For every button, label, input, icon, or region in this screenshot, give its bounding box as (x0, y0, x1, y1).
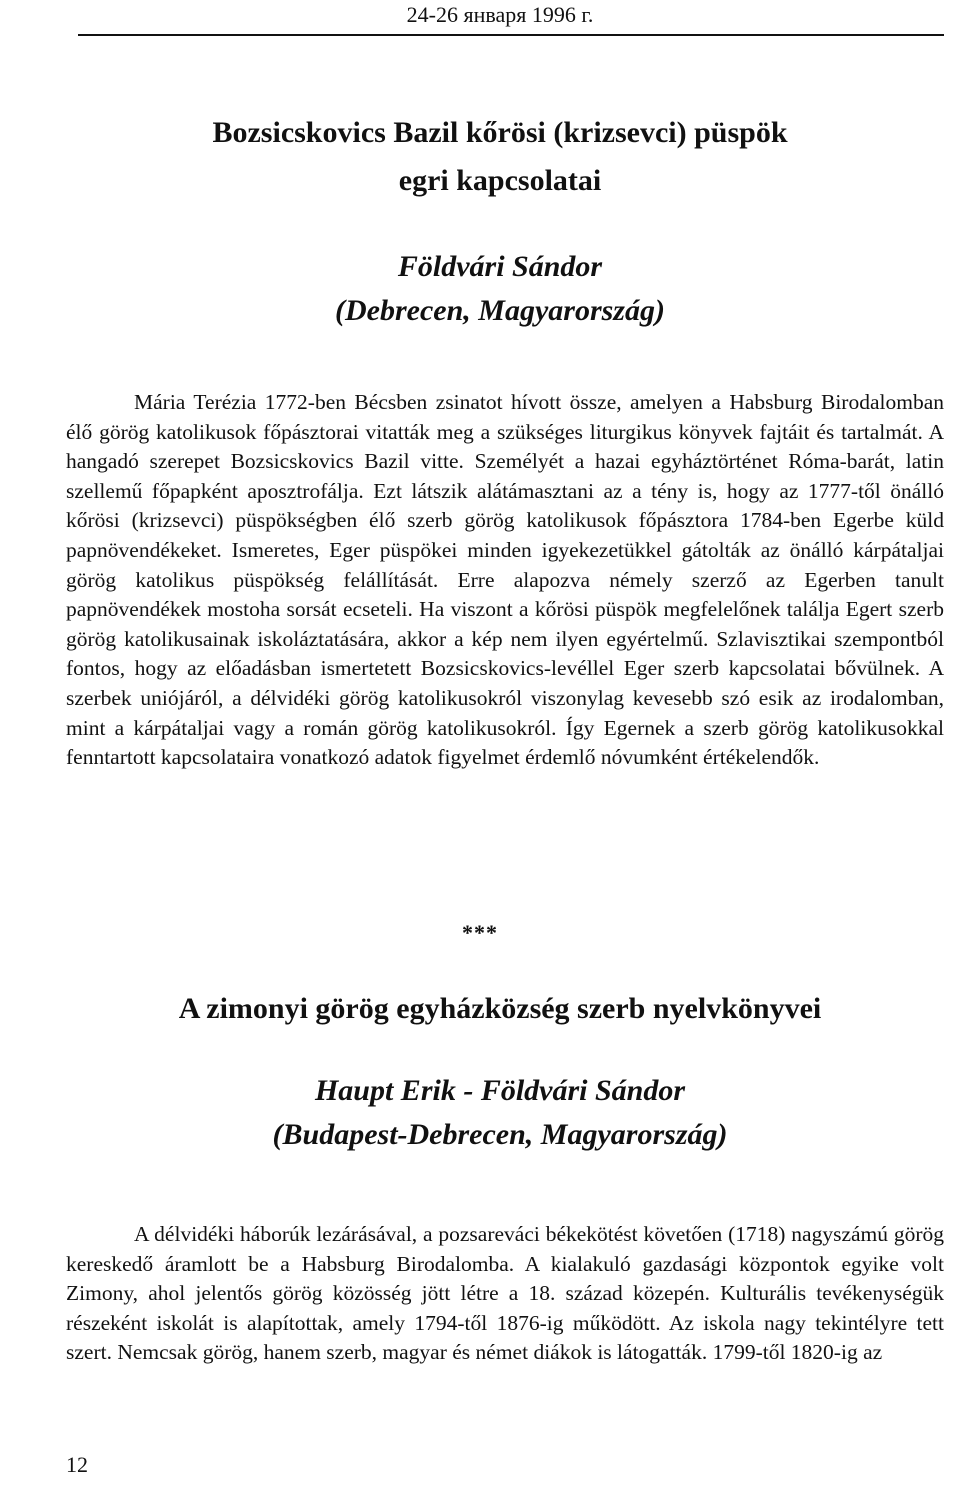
article2-author-place: (Budapest-Debrecen, Magyarország) (272, 1118, 728, 1151)
article1-author-place: (Debrecen, Magyarország) (335, 294, 665, 327)
page-number: 12 (66, 1452, 88, 1477)
header-date: 24-26 января 1996 г. (406, 2, 594, 27)
header-rule (78, 34, 944, 36)
article1-author-name: Földvári Sándor (397, 250, 603, 283)
article2-paragraph: A délvidéki háborúk lezárásával, a pozsareváci békekötést követően (1718) nagyszámú görög kereskedő áramlott be a Habsburg Birodalomba. A kialakuló gazdasági központok egyike volt Zimony, ahol jelentős görög közösség jött létre a 18. század közepén. Kulturális tevékenységük részeként iskolát is alapítottak, amely 1794-től 1876-ig működött. Az iskola nagy tekintélyre tett szert. Nemcsak görög, hanem szerb, magyar és német diákok is látogatták. 1799-től 1820-ig az (66, 1222, 944, 1365)
article1-title-line1: Bozsicskovics Bazil kőrösi (krizsevci) püspök (212, 116, 788, 149)
section-separator: *** (462, 920, 498, 945)
article2-title: A zimonyi görög egyházközség szerb nyelvkönyvei (178, 992, 822, 1025)
article1-paragraph: Mária Terézia 1772-ben Bécsben zsinatot hívott össze, amelyen a Habsburg Birodalomban élő görög katolikusok főpásztorai vitatták meg a szükséges liturgikus könyvek fajtáit és tartalmát. A hangadó szerepet Bozsicskovics Bazil vitte. Személyét a hazai egyháztörténet Róma-barát, latin szellemű főpapként aposztrofálja. Ezt látszik alátámasztani az a tény is, hogy az 1777-től önálló kőrösi (krizsevci) püspökségben élő szerb görög katolikusok főpásztora 1784-ben Egerbe küld papnövendékeket. Ismeretes, Eger püspökei minden igyekezetükkel gátolták az önálló kárpátaljai görög katolikus püspökség felállítását. Erre alapozva némely szerző az Egerben tanult papnövendékek mostoha sorsát ecseteli. Ha viszont a kőrösi püspök megfelelőnek találja Egert szerb görög katolikusainak iskoláztatására, akkor a kép nem ilyen egyértelmű. Szlavisztikai szempontból fontos, hogy az előadásban ismertetett Bozsicskovics-levéllel Eger szerb kapcsolatai bővülnek. A szerbek uniójáról, a délvidéki görög katolikusokról viszonylag kevesebb szó esik az irodalomban, mint a kárpátaljai vagy a román görög katolikusokról. Így Egernek a szerb görög katolikusokkal fenntartott kapcsolataira vonatkozó adatok figyelmet érdemlő nóvumként értékelendők. (66, 390, 944, 770)
article1-title-line2: egri kapcsolatai (398, 164, 602, 197)
article2-author-names: Haupt Erik - Földvári Sándor (314, 1074, 686, 1107)
